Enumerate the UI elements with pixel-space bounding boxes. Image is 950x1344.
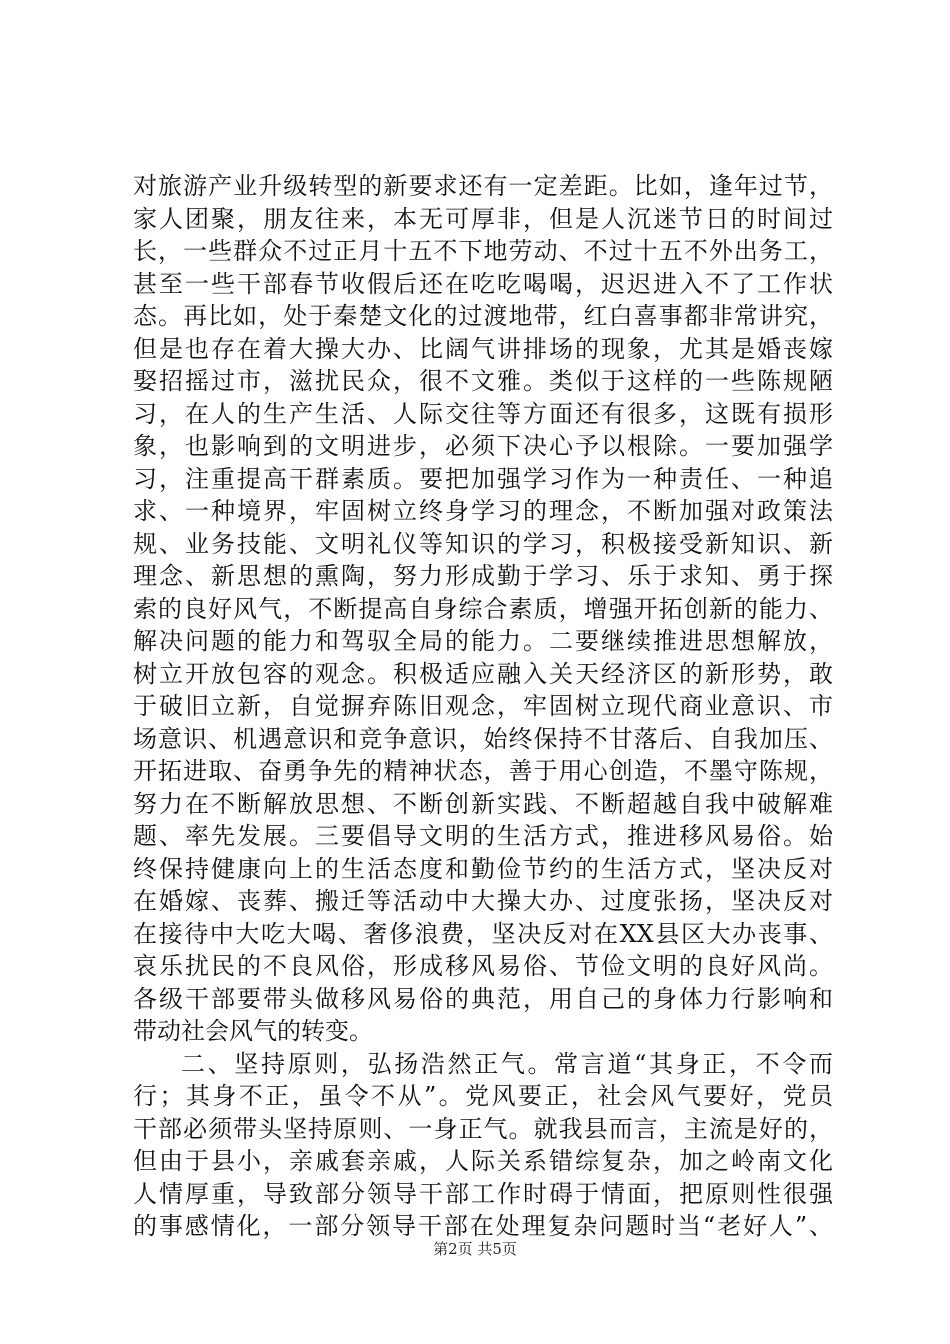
text-line: 态。再比如，处于秦楚文化的过渡地带，红白喜事都非常讲究， <box>133 302 833 330</box>
text-line: 但是也存在着大操大办、比阔气讲排场的现象，尤其是婚丧嫁 <box>133 334 833 363</box>
text-line: 索的良好风气，不断提高自身综合素质，增强开拓创新的能力、 <box>133 594 833 623</box>
text-line: 树立开放包容的观念。积极适应融入关天经济区的新形势，敢 <box>133 659 833 688</box>
text-line: 但由于县小，亲戚套亲戚，人际关系错综复杂，加之岭南文化 <box>133 1147 833 1175</box>
text-line: 人情厚重，导致部分领导干部工作时碍于情面，把原则性很强 <box>133 1179 833 1208</box>
text-line: 在婚嫁、丧葬、搬迁等活动中大操大办、过度张扬，坚决反对 <box>133 887 833 915</box>
text-line: 理念、新思想的熏陶，努力形成勤于学习、乐于求知、勇于探 <box>133 562 833 590</box>
text-line: 长，一些群众不过正月十五不下地劳动、不过十五不外出务工， <box>133 237 833 265</box>
text-line: 终保持健康向上的生活态度和勤俭节约的生活方式，坚决反对 <box>133 854 833 883</box>
text-line: 行；其身不正，虽令不从”。党风要正，社会风气要好，党员 <box>133 1082 833 1110</box>
text-line: 场意识、机遇意识和竞争意识，始终保持不甘落后、自我加压、 <box>133 724 833 753</box>
text-line: 干部必须带头坚持原则、一身正气。就我县而言，主流是好的， <box>133 1114 833 1143</box>
text-line: 在接待中大吃大喝、奢侈浪费，坚决反对在XX县区大办丧事、 <box>133 919 833 948</box>
text-line: 开拓进取、奋勇争先的精神状态，善于用心创造，不墨守陈规， <box>133 757 833 785</box>
page-indicator: 第2页 共5页 <box>433 1240 517 1258</box>
text-line: 求、一种境界，牢固树立终身学习的理念，不断加强对政策法 <box>133 497 833 525</box>
paragraph-first-line: 二、坚持原则，弘扬浩然正气。常言道“其身正，不令而 <box>181 1049 833 1078</box>
text-line: 的事感情化，一部分领导干部在处理复杂问题时当“老好人”、 <box>133 1212 833 1240</box>
text-line: 带动社会风气的转变。 <box>133 1017 373 1045</box>
text-line: 甚至一些干部春节收假后还在吃吃喝喝，迟迟进入不了工作状 <box>133 269 833 298</box>
text-line: 各级干部要带头做移风易俗的典范，用自己的身体力行影响和 <box>133 984 833 1013</box>
text-line: 努力在不断解放思想、不断创新实践、不断超越自我中破解难 <box>133 789 833 818</box>
text-line: 于破旧立新，自觉摒弃陈旧观念，牢固树立现代商业意识、市 <box>133 692 833 720</box>
text-line: 习，在人的生产生活、人际交往等方面还有很多，这既有损形 <box>133 399 833 428</box>
text-line: 规、业务技能、文明礼仪等知识的学习，积极接受新知识、新 <box>133 529 833 558</box>
text-line: 习，注重提高干群素质。要把加强学习作为一种责任、一种追 <box>133 464 833 493</box>
text-line: 对旅游产业升级转型的新要求还有一定差距。比如，逢年过节， <box>133 172 833 200</box>
text-line: 家人团聚，朋友往来，本无可厚非，但是人沉迷节日的时间过 <box>133 204 833 233</box>
text-line: 哀乐扰民的不良风俗，形成移风易俗、节俭文明的良好风尚。 <box>133 952 833 980</box>
text-line: 解决问题的能力和驾驭全局的能力。二要继续推进思想解放， <box>133 627 833 655</box>
page-footer <box>0 1238 950 1259</box>
body-text <box>133 170 833 1243</box>
text-line: 象，也影响到的文明进步，必须下决心予以根除。一要加强学 <box>133 432 833 460</box>
text-line: 娶招摇过市，滋扰民众，很不文雅。类似于这样的一些陈规陋 <box>133 367 833 395</box>
text-line: 题、率先发展。三要倡导文明的生活方式，推进移风易俗。始 <box>133 822 833 850</box>
